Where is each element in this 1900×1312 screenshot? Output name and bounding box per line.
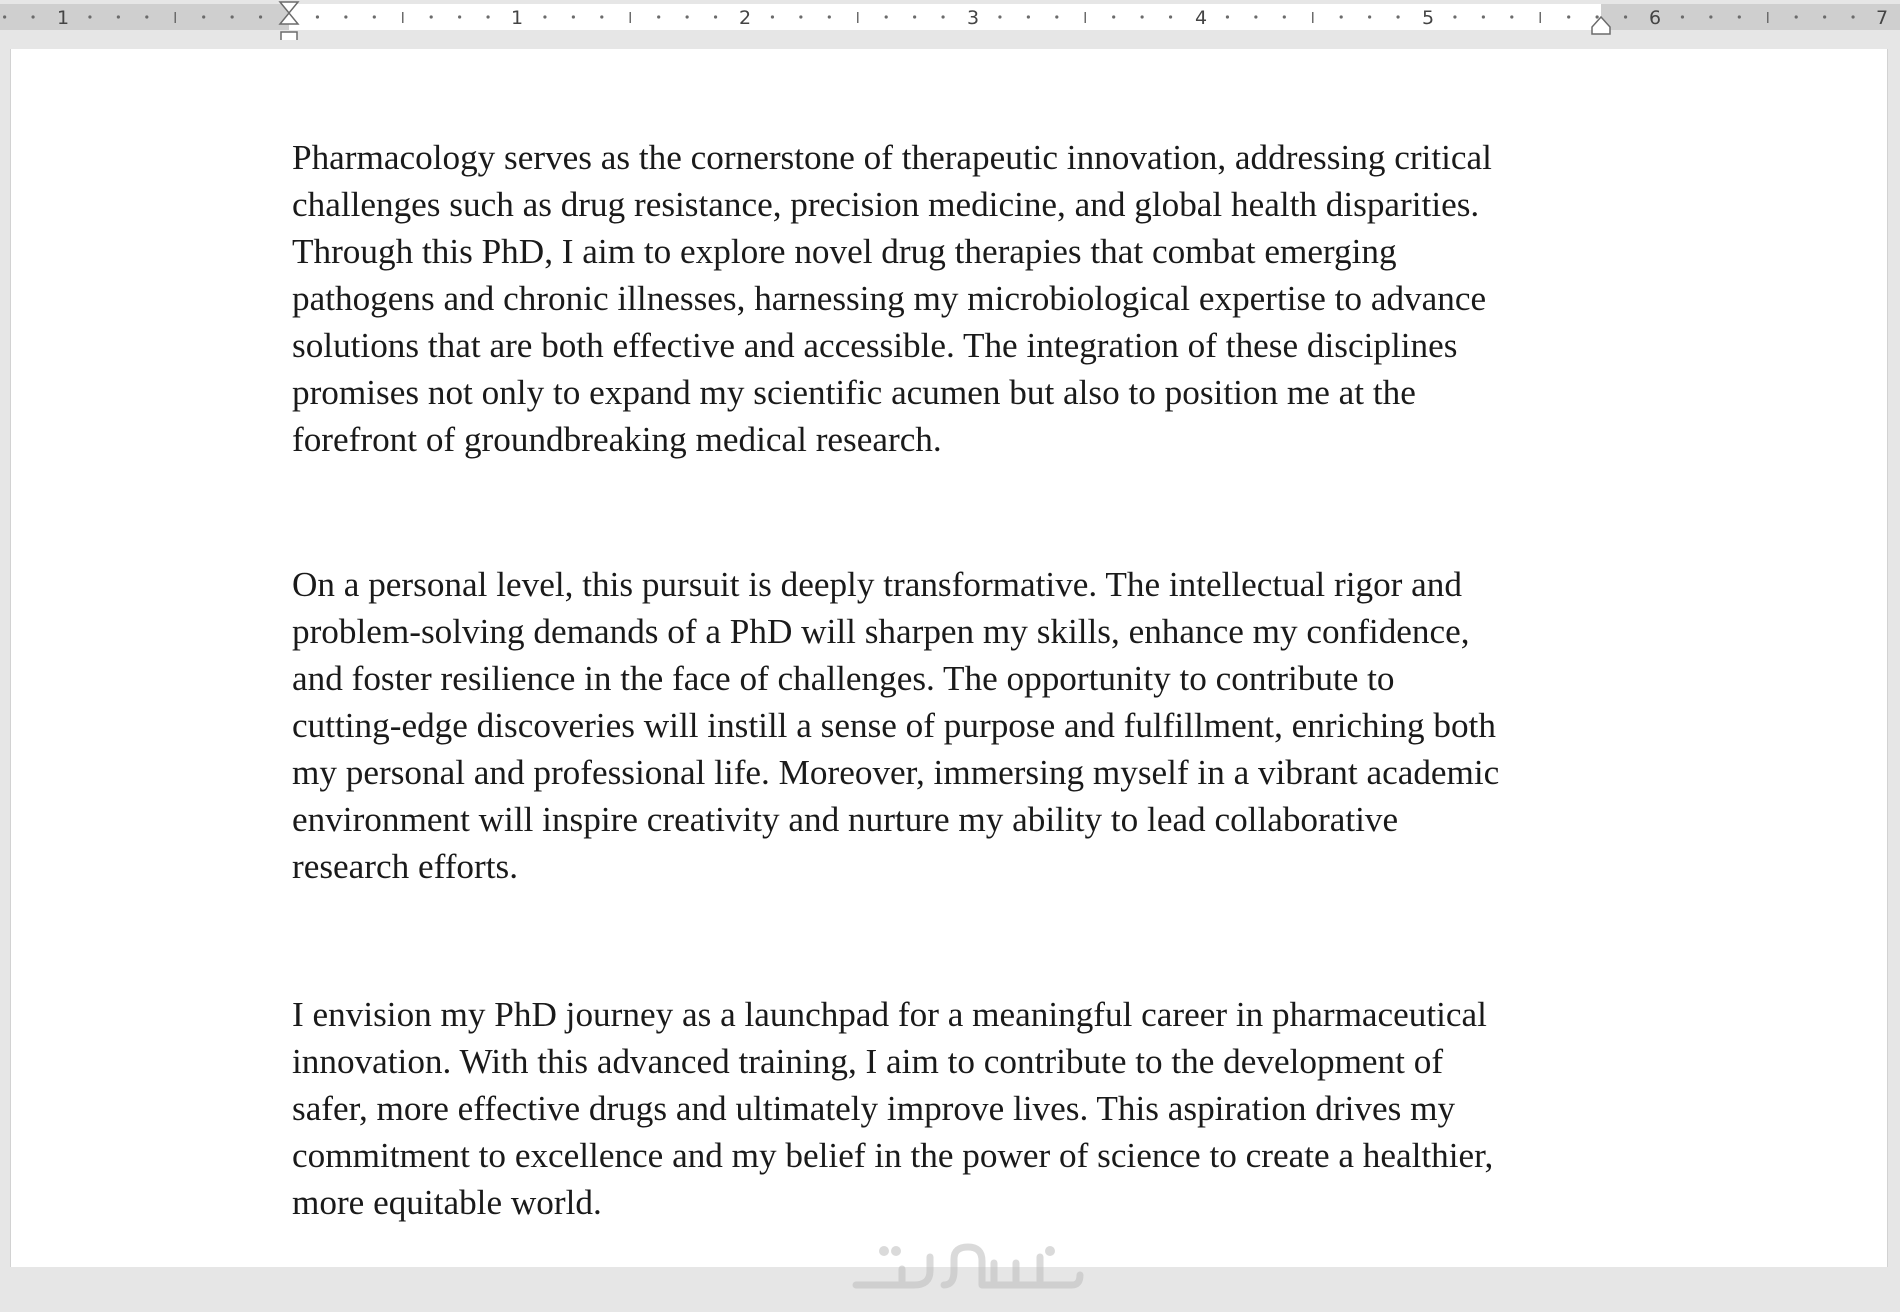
left-indent-marker[interactable]	[281, 32, 297, 40]
ruler-dot	[88, 15, 91, 18]
ruler-graphic	[0, 0, 1900, 40]
ruler-dot	[572, 15, 575, 18]
ruler-number: 1	[510, 7, 524, 29]
ruler-dot	[145, 15, 148, 18]
watermark-text	[844, 1227, 1084, 1307]
ruler-dot	[117, 15, 120, 18]
watermark-logo	[844, 1227, 1084, 1307]
paragraph[interactable]: Pharmacology serves as the cornerstone of therapeutic innovation, addressing critical challenges such as drug resistance, precision medicine, and global health disparities. Through this PhD, I aim to explore novel drug therapies that combat emerging pathogens and chronic illnesses, harnessing my microbiological expertise to advance solutions that are both effective and accessible. The integration of these disciplines promises not only to expand my scientific acumen but also to position me at the forefront of groundbreaking medical research.	[292, 138, 1492, 459]
horizontal-ruler[interactable]	[0, 0, 1900, 40]
ruler-dot	[1851, 15, 1854, 18]
ruler-dot	[998, 15, 1001, 18]
ruler-number: 6	[1648, 7, 1662, 29]
ruler-dot	[231, 15, 234, 18]
ruler-dot	[259, 15, 262, 18]
ruler-dot	[913, 15, 916, 18]
ruler-dot	[686, 15, 689, 18]
ruler-dot	[1738, 15, 1741, 18]
ruler-dot	[1624, 15, 1627, 18]
ruler-dot	[1453, 15, 1456, 18]
ruler-number: 1	[56, 7, 70, 29]
ruler-dot	[1510, 15, 1513, 18]
ruler-number: 4	[1194, 7, 1208, 29]
ruler-dot	[373, 15, 376, 18]
ruler-dot	[31, 15, 34, 18]
ruler-dot	[202, 15, 205, 18]
ruler-left-margin	[0, 4, 289, 30]
ruler-number: 2	[738, 7, 752, 29]
ruler-dot	[1709, 15, 1712, 18]
ruler-dot	[316, 15, 319, 18]
ruler-dot	[657, 15, 660, 18]
ruler-dot	[1112, 15, 1115, 18]
ruler-dot	[799, 15, 802, 18]
ruler-dot	[828, 15, 831, 18]
ruler-dot	[885, 15, 888, 18]
ruler-dot	[1283, 15, 1286, 18]
ruler-number: 3	[966, 7, 980, 29]
ruler-dot	[941, 15, 944, 18]
ruler-dot	[1027, 15, 1030, 18]
ruler-dot	[1368, 15, 1371, 18]
ruler-dot	[1681, 15, 1684, 18]
ruler-dot	[1396, 15, 1399, 18]
ruler-dot	[1340, 15, 1343, 18]
ruler-dot	[430, 15, 433, 18]
ruler-dot	[543, 15, 546, 18]
document-page[interactable]	[10, 49, 1888, 1267]
ruler-dot	[714, 15, 717, 18]
ruler-dot	[486, 15, 489, 18]
ruler-dot	[1596, 15, 1599, 18]
ruler-dot	[600, 15, 603, 18]
ruler-text-area	[289, 4, 1601, 30]
ruler-dot	[771, 15, 774, 18]
ruler-dot	[1254, 15, 1257, 18]
ruler-dot	[1795, 15, 1798, 18]
ruler-dot	[3, 15, 6, 18]
paragraph[interactable]: I envision my PhD journey as a launchpad for a meaningful career in pharmaceutical innovation. With this advanced training, I aim to contribute to the development of safer, more effective drugs and ultimately improve lives. This aspiration drives my commitment to excellence and my belief in the power of science to create a healthier, more equitable world.	[292, 995, 1494, 1222]
ruler-right-margin	[1601, 4, 1900, 30]
ruler-dot	[1823, 15, 1826, 18]
ruler-dot	[1141, 15, 1144, 18]
paragraph[interactable]: On a personal level, this pursuit is deeply transformative. The intellectual rigor and problem-solving demands of a PhD will sharpen my skills, enhance my confidence, and foster resilience in the face of challenges. The opportunity to contribute to cutting-edge discoveries will instill a sense of purpose and fulfillment, enriching both my personal and professional life. Moreover, immersing myself in a vibrant academic environment will inspire creativity and nurture my ability to lead collaborative research efforts.	[292, 565, 1500, 886]
ruler-number: 7	[1875, 7, 1889, 29]
ruler-dot	[1226, 15, 1229, 18]
ruler-dot	[458, 15, 461, 18]
ruler-dot	[344, 15, 347, 18]
ruler-dot	[1482, 15, 1485, 18]
ruler-dot	[1055, 15, 1058, 18]
ruler-number: 5	[1421, 7, 1435, 29]
ruler-dot	[1169, 15, 1172, 18]
ruler-dot	[1567, 15, 1570, 18]
